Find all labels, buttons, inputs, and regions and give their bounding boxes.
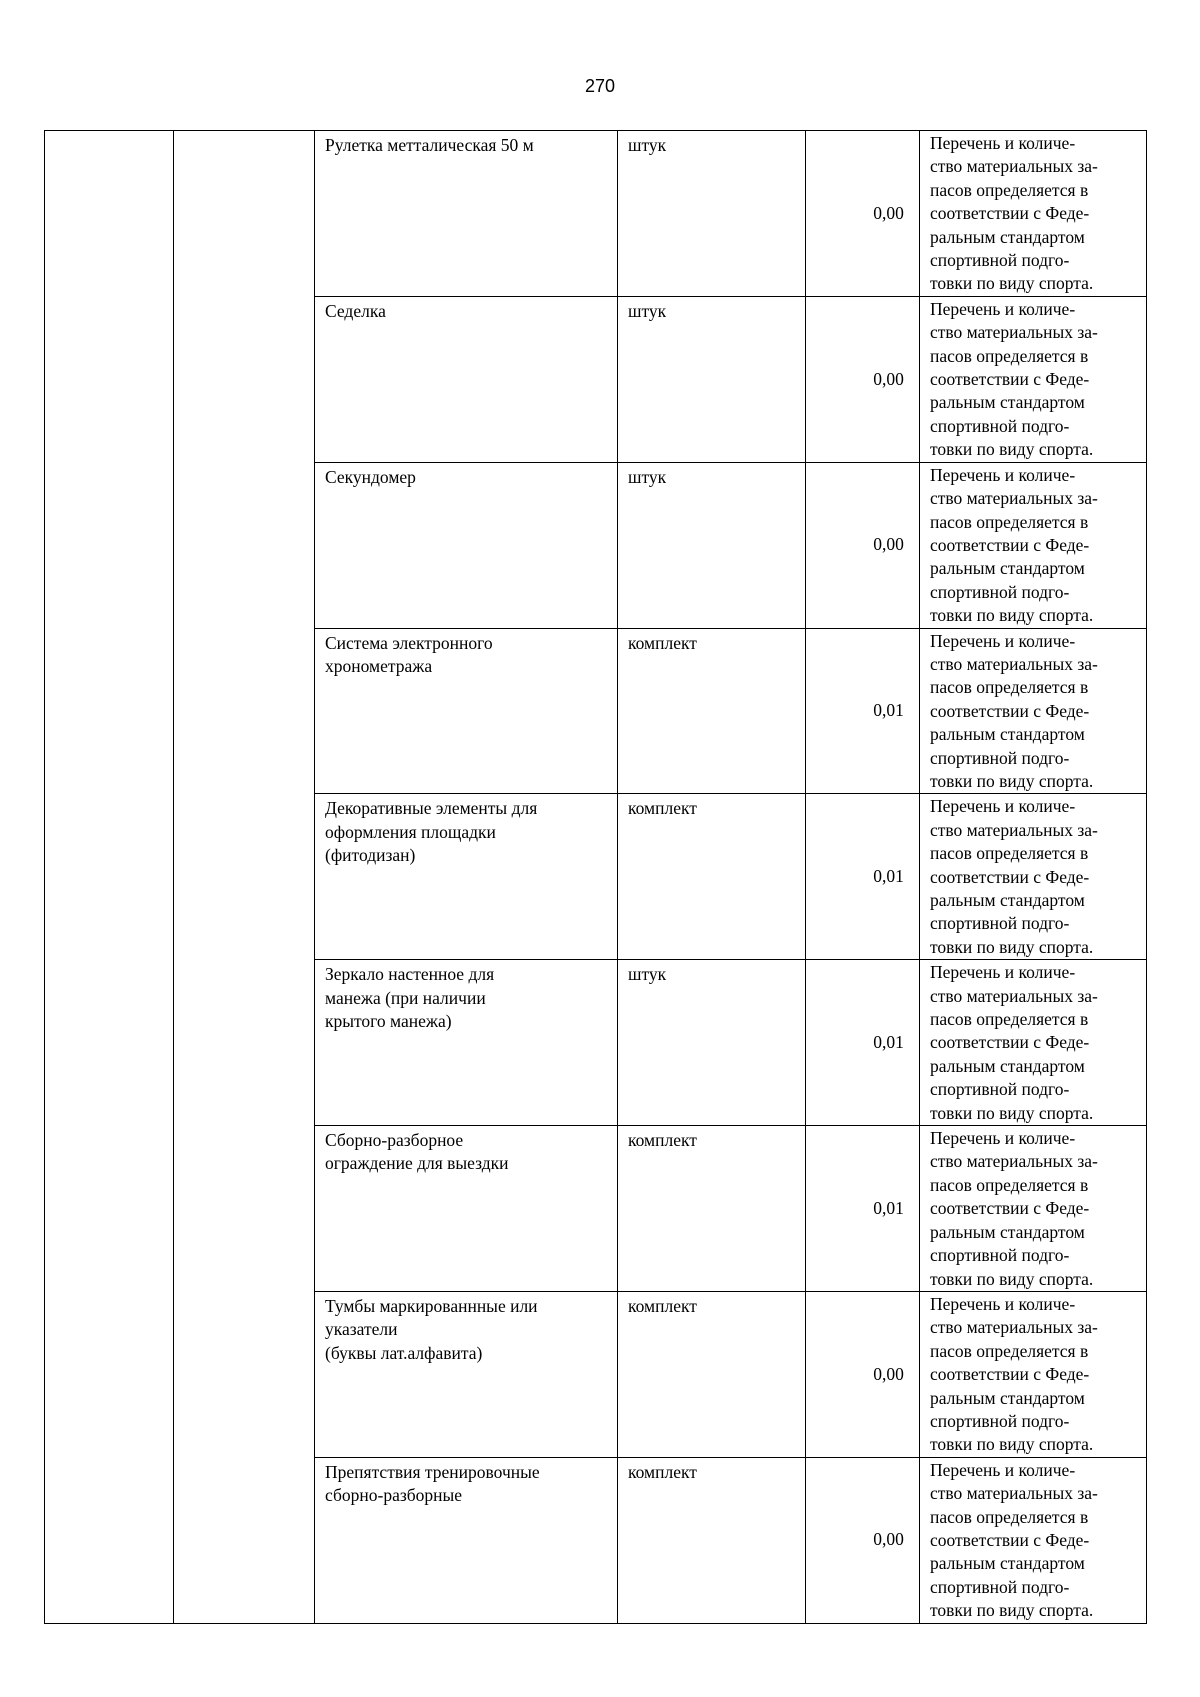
item-name-cell <box>315 960 618 1126</box>
note-cell <box>920 462 1147 628</box>
note-line: пасов определяется в <box>930 843 1089 864</box>
note-line: товки по виду спорта. <box>930 1600 1094 1621</box>
unit-cell: комплект <box>618 1126 806 1292</box>
note-line: ральным стандартом <box>930 1055 1085 1076</box>
note-line: пасов определяется в <box>930 677 1089 698</box>
note-line: пасов определяется в <box>930 345 1089 366</box>
quantity-cell: 0,01 <box>806 794 920 960</box>
item-name-cell <box>315 462 618 628</box>
unit-cell: комплект <box>618 628 806 794</box>
item-name-line: Рулетка метталическая 50 м <box>325 135 534 155</box>
note-line: Перечень и количе- <box>930 464 1076 485</box>
note-line: ство материальных за- <box>930 322 1098 343</box>
note-cell <box>920 296 1147 462</box>
note-line: Перечень и количе- <box>930 133 1076 153</box>
unit-cell: штук <box>618 462 806 628</box>
note-line: товки по виду спорта. <box>930 605 1094 626</box>
note-line: соответствии с Феде- <box>930 866 1090 887</box>
note-line: товки по виду спорта. <box>930 1102 1094 1123</box>
note-line: товки по виду спорта. <box>930 770 1094 791</box>
item-name-line: хронометража <box>325 655 433 676</box>
note-line: Перечень и количе- <box>930 298 1076 319</box>
note-line: спортивной подго- <box>930 1245 1070 1266</box>
unit-cell: комплект <box>618 794 806 960</box>
note-line: Перечень и количе- <box>930 962 1076 983</box>
note-line: пасов определяется в <box>930 1506 1089 1527</box>
note-line: ральным стандартом <box>930 392 1085 413</box>
note-line: пасов определяется в <box>930 1009 1089 1030</box>
item-name-line: ограждение для выездки <box>325 1153 509 1174</box>
note-line: ральным стандартом <box>930 558 1085 579</box>
note-line: ство материальных за- <box>930 488 1098 509</box>
quantity-cell: 0,00 <box>806 296 920 462</box>
note-cell <box>920 1126 1147 1292</box>
item-name-line: крытого манежа) <box>325 1011 452 1032</box>
note-line: пасов определяется в <box>930 1340 1089 1361</box>
quantity-cell: 0,00 <box>806 131 920 297</box>
note-cell <box>920 131 1147 297</box>
unit-cell: штук <box>618 131 806 297</box>
note-line: ральным стандартом <box>930 1553 1085 1574</box>
note-line: товки по виду спорта. <box>930 1268 1094 1289</box>
quantity-cell: 0,01 <box>806 628 920 794</box>
note-line: товки по виду спорта. <box>930 273 1094 294</box>
note-line: ство материальных за- <box>930 653 1098 674</box>
note-line: ральным стандартом <box>930 890 1085 910</box>
item-name-cell <box>315 131 618 297</box>
note-line: пасов определяется в <box>930 511 1089 532</box>
note-cell <box>920 1291 1147 1457</box>
item-name-cell <box>315 794 618 960</box>
note-line: соответствии с Феде- <box>930 1198 1090 1219</box>
unit-cell: штук <box>618 960 806 1126</box>
item-name-cell <box>315 1457 618 1623</box>
item-name-line: Система электронного <box>325 632 493 653</box>
item-name-line: оформления площадки <box>325 821 496 842</box>
note-line: соответствии с Феде- <box>930 1529 1090 1550</box>
note-cell <box>920 960 1147 1126</box>
note-line: Перечень и количе- <box>930 1128 1076 1149</box>
unit-cell: комплект <box>618 1457 806 1623</box>
note-line: соответствии с Феде- <box>930 369 1090 390</box>
note-line: пасов определяется в <box>930 179 1089 200</box>
quantity-cell: 0,00 <box>806 462 920 628</box>
item-name-line: сборно-разборные <box>325 1485 463 1506</box>
note-line: ральным стандартом <box>930 1387 1085 1408</box>
item-name-line: Зеркало настенное для <box>325 964 495 985</box>
note-line: ральным стандартом <box>930 724 1085 745</box>
note-line: спортивной подго- <box>930 747 1070 768</box>
item-name-line: Тумбы маркированнные или <box>325 1295 538 1316</box>
note-line: соответствии с Феде- <box>930 1364 1090 1385</box>
note-line: соответствии с Феде- <box>930 700 1090 721</box>
note-line: товки по виду спорта. <box>930 936 1094 957</box>
item-name-cell <box>315 1291 618 1457</box>
note-line: спортивной подго- <box>930 250 1070 271</box>
note-line: ство материальных за- <box>930 1317 1098 1338</box>
note-line: пасов определяется в <box>930 1174 1089 1195</box>
note-line: ральным стандартом <box>930 226 1085 247</box>
note-line: Перечень и количе- <box>930 1459 1076 1480</box>
quantity-cell: 0,01 <box>806 960 920 1126</box>
item-name-line: Сборно-разборное <box>325 1130 464 1151</box>
note-line: спортивной подго- <box>930 1576 1070 1597</box>
note-line: Перечень и количе- <box>930 1293 1076 1314</box>
item-name-line: Декоративные элементы для <box>325 798 538 819</box>
item-name-line: (буквы лат.алфавита) <box>325 1342 483 1363</box>
note-cell <box>920 794 1147 960</box>
note-line: Перечень и количе- <box>930 796 1076 817</box>
item-name-line: указатели <box>325 1319 398 1340</box>
note-line: соответствии с Феде- <box>930 203 1090 224</box>
note-line: спортивной подго- <box>930 415 1070 436</box>
note-line: ство материальных за- <box>930 1483 1098 1504</box>
equipment-table-body <box>45 131 1147 1624</box>
section-number-cell <box>45 131 174 1624</box>
note-line: ство материальных за- <box>930 819 1098 840</box>
note-line: ство материальных за- <box>930 1151 1098 1172</box>
equipment-table <box>44 130 1147 1624</box>
item-name-line: манежа (при наличии <box>325 987 486 1008</box>
note-cell <box>920 628 1147 794</box>
note-line: Перечень и количе- <box>930 630 1076 651</box>
note-line: спортивной подго- <box>930 913 1070 934</box>
note-line: товки по виду спорта. <box>930 439 1094 460</box>
quantity-cell: 0,01 <box>806 1126 920 1292</box>
note-line: товки по виду спорта. <box>930 1434 1094 1455</box>
note-line: ство материальных за- <box>930 156 1098 177</box>
note-line: соответствии с Феде- <box>930 534 1090 555</box>
unit-cell: штук <box>618 296 806 462</box>
page-number: 270 <box>584 76 616 96</box>
item-name-line: Препятствия тренировочные <box>325 1461 540 1482</box>
quantity-cell: 0,00 <box>806 1291 920 1457</box>
item-name-line: (фитодизан) <box>325 845 416 866</box>
item-name-line: Секундомер <box>325 466 416 487</box>
table-row <box>45 131 1147 297</box>
note-line: ство материальных за- <box>930 985 1098 1006</box>
note-line: спортивной подго- <box>930 581 1070 602</box>
note-line: соответствии с Феде- <box>930 1032 1090 1053</box>
note-cell <box>920 1457 1147 1623</box>
item-name-line: Седелка <box>325 300 386 321</box>
item-name-cell <box>315 628 618 794</box>
item-name-cell <box>315 296 618 462</box>
item-name-cell <box>315 1126 618 1292</box>
quantity-cell: 0,00 <box>806 1457 920 1623</box>
note-line: ральным стандартом <box>930 1221 1085 1242</box>
note-line: спортивной подго- <box>930 1079 1070 1100</box>
unit-cell: комплект <box>618 1291 806 1457</box>
note-line: спортивной подго- <box>930 1410 1070 1431</box>
section-title-cell <box>174 131 315 1624</box>
